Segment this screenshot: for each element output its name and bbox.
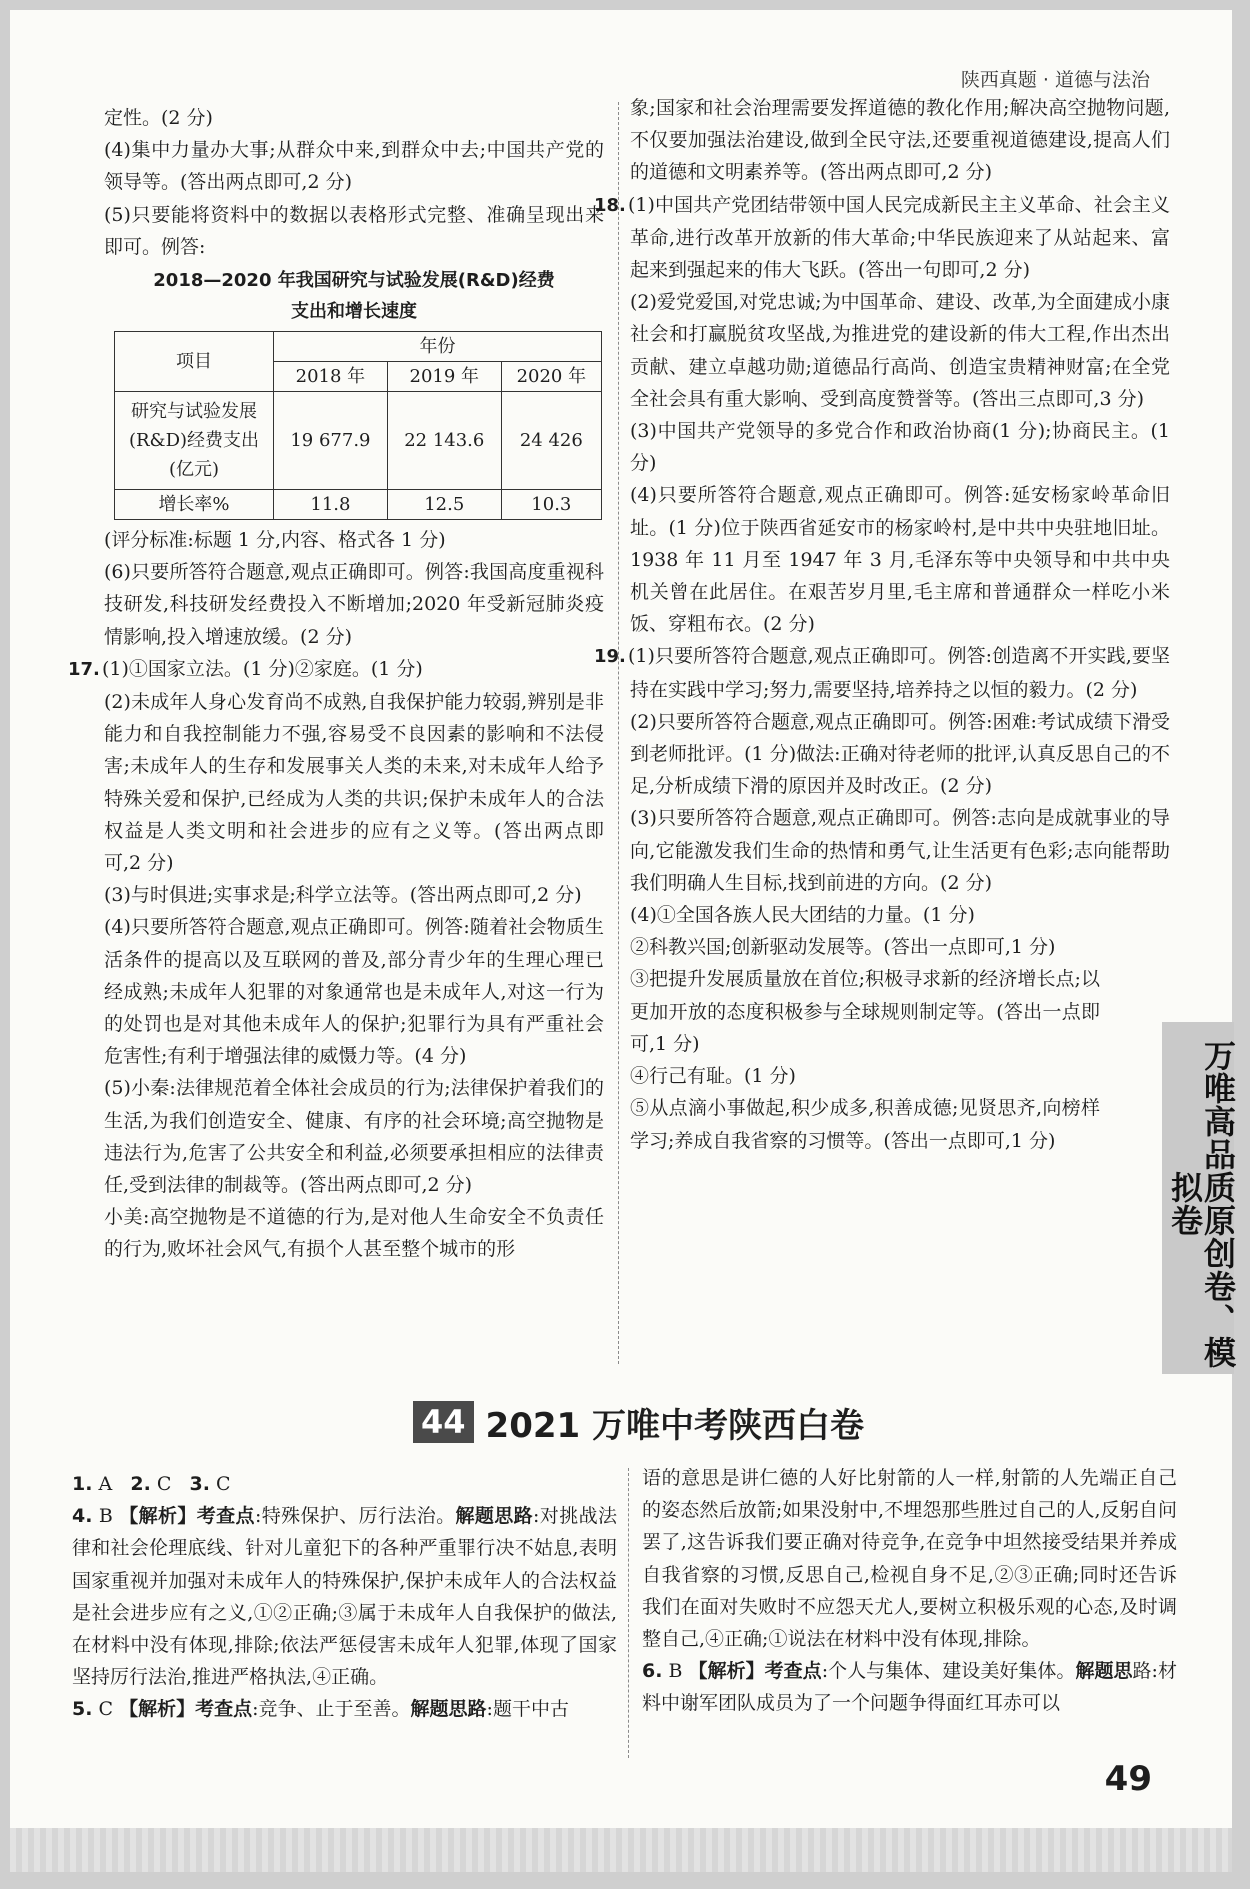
answer-line: (2)爱党爱国,对党忠诚;为中国革命、建设、改革,为全面建成小康社会和打赢脱贫攻坚战,为推进党的建设新的伟大工程,作出杰出贡献、建立卓越功勋;道德品行高尚、创造宝贵精神财富;在全党全社会具有重大影响、受到高度赞誉等。(答出三点即可,3 分) xyxy=(630,291,1170,410)
section-number-badge: 44 xyxy=(413,1401,474,1443)
question-number: 2. xyxy=(130,1473,151,1495)
answer-line: (3)中国共产党领导的多党合作和政治协商(1 分);协商民主。(1 分) xyxy=(630,420,1170,475)
answer-line: (评分标准:标题 1 分,内容、格式各 1 分) xyxy=(104,529,446,552)
q19-first xyxy=(594,640,1170,705)
solution-label: 解题思路 xyxy=(410,1698,487,1721)
table-title-line2: 支出和增长速度 xyxy=(291,301,417,323)
question-number: 5. xyxy=(72,1698,93,1721)
solution-label: 解题思路 xyxy=(455,1505,534,1528)
key-point-text: :特殊保护、厉行法治。 xyxy=(254,1505,456,1528)
q4-answer xyxy=(72,1500,617,1693)
answer-text: (1)中国共产党团结带领中国人民完成新民主主义革命、社会主义革命,进行改革开放新的伟大革命;中华民族迎来了从站起来、富起来到强起来的伟大飞跃。(答出一句即可,2 分) xyxy=(628,193,1170,282)
answers-1-3 xyxy=(72,1468,617,1500)
key-point-label: 考查点 xyxy=(764,1660,822,1683)
bottom-right-column xyxy=(642,1462,1177,1720)
bottom-left-column xyxy=(72,1468,617,1726)
analysis-tag: 【解析】 xyxy=(119,1505,197,1528)
answer-line: (4)集中力量办大事;从群众中来,到群众中去;中国共产党的领导等。(答出两点即可,2 分) xyxy=(104,139,604,194)
answer-choice: C xyxy=(156,1473,172,1495)
answer-line: (5)只要能将资料中的数据以表格形式完整、准确呈现出来即可。例答: xyxy=(104,203,604,258)
answer-text: (1)只要所答符合题意,观点正确即可。例答:创造离不开实践,要坚持在实践中学习;努力,需要坚持,培养持之以恒的毅力。(2 分) xyxy=(628,645,1170,701)
answer-choice: B xyxy=(98,1505,113,1528)
question-number: 1. xyxy=(72,1473,93,1495)
q5-answer xyxy=(72,1693,617,1725)
answer-line: 语的意思是讲仁德的人好比射箭的人一样,射箭的人先端正自己的姿态然后放箭;如果没射中,不埋怨那些胜过自己的人,反躬自问罢了,这告诉我们要正确对待竞争,在竞争中坦然接受结果并养成自我省察的习惯,反思自己,检视自身不足,②③正确;同时还告诉我们在面对失败时不应怨天尤人,要树立积极乐观的心态,及时调整自己,④正确;①说法在材料中没有体现,排除。 xyxy=(642,1467,1177,1651)
column-divider xyxy=(628,1468,629,1758)
question-number: 6. xyxy=(642,1660,663,1683)
running-header: 陕西真题 · 道德与法治 xyxy=(960,69,1150,91)
section-title-text: 2021 万唯中考陕西白卷 xyxy=(485,1405,864,1446)
answer-line: (6)只要所答符合题意,观点正确即可。例答:我国高度重视科技研发,科技研发经费投入不断增加;2020 年受新冠肺炎疫情影响,投入增速放缓。(2 分) xyxy=(104,561,604,648)
answer-line: (2)未成年人身心发育尚不成熟,自我保护能力较弱,辨别是非能力和自我控制能力不强,容易受不良因素的影响和不法侵害;未成年人的生存和发展事关人类的未来,对未成年人给予特殊关爱和保护,已经成为人类的共识;保护未成年人的合法权益是人类文明和社会进步的应有之义等。(答出两点即可,2 分) xyxy=(104,691,604,875)
answer-line: 象;国家和社会治理需要发挥道德的教化作用;解决高空抛物问题,不仅要加强法治建设,做到全民守法,还要重视道德建设,提高人们的道德和文明素养等。(答出两点即可,2 分) xyxy=(630,97,1170,184)
table-header-year: 年份 xyxy=(274,332,602,362)
answer-line: (3)与时俱进;实事求是;科学立法等。(答出两点即可,2 分) xyxy=(104,884,582,907)
page-bottom-border xyxy=(10,1828,1232,1872)
table-row-label: 研究与试验发展(R&D)经费支出(亿元) xyxy=(115,392,274,490)
analysis-tag: 【解析】 xyxy=(688,1660,765,1683)
page-number: 49 xyxy=(1104,1759,1152,1799)
solution-text: :对挑战法律和社会伦理底线、针对儿童犯下的各种严重罪行决不姑息,表明国家重视并加强对未成年人的特殊保护,保护未成年人的合法权益是社会进步应有之义,①②正确;③属于未成年人自我保护的做法,在材料中没有体现,排除;依法严惩侵害未成年人犯罪,体现了国家坚持厉行法治,推进严格执法,④正确。 xyxy=(72,1505,617,1689)
answer-line: ④行己有耻。(1 分) xyxy=(630,1065,796,1088)
exam-answer-page xyxy=(10,10,1237,1872)
q17-first xyxy=(68,653,604,686)
solution-label: 解题思 xyxy=(1075,1660,1133,1683)
q18-first xyxy=(594,189,1170,287)
table-title xyxy=(104,265,604,327)
question-number: 4. xyxy=(72,1505,93,1528)
left-column xyxy=(68,102,604,1266)
q6-answer xyxy=(642,1655,1177,1719)
question-number: 19. xyxy=(594,646,626,668)
table-cell: 10.3 xyxy=(501,490,601,520)
answer-line: 小美:高空抛物是不道德的行为,是对他人生命安全不负责任的行为,败坏社会风气,有损个人甚至整个城市的形 xyxy=(104,1206,604,1261)
answer-text: (1)①国家立法。(1 分)②家庭。(1 分) xyxy=(102,657,423,680)
question-number: 3. xyxy=(189,1473,210,1495)
table-year-cell: 2018 年 xyxy=(274,362,388,392)
answer-line: (4)只要所答符合题意,观点正确即可。例答:延安杨家岭革命旧址。(1 分)位于陕西省延安市的杨家岭村,是中共中央驻地旧址。1938 年 11 月至 1947 年 3 月,毛泽东等中央领导和中共中央机关曾在此居住。在艰苦岁月里,毛主席和普通群众一样吃小米饭、穿粗布衣。(2 分) xyxy=(630,484,1170,636)
section-heading xyxy=(413,1396,864,1448)
answer-line: (5)小秦:法律规范着全体社会成员的行为;法律保护着我们的生活,为我们创造安全、健康、有序的社会环境;高空抛物是违法行为,危害了公共安全和利益,必须要承担相应的法律责任,受到法律的制裁等。(答出两点即可,2 分) xyxy=(104,1077,604,1197)
answer-line: ②科教兴国;创新驱动发展等。(答出一点即可,1 分) xyxy=(630,936,1056,959)
table-header-item: 项目 xyxy=(115,332,274,392)
key-point-label: 考查点 xyxy=(196,1505,255,1528)
answer-choice: A xyxy=(98,1473,113,1495)
table-row-label: 增长率% xyxy=(115,490,274,520)
table-year-cell: 2020 年 xyxy=(501,362,601,392)
side-tab-label: 万唯高品质原创卷、模拟卷 xyxy=(1162,1022,1234,1374)
table-year-cell: 2019 年 xyxy=(387,362,501,392)
solution-text: :题干中古 xyxy=(486,1698,569,1721)
answer-line: ⑤从点滴小事做起,积少成多,积善成德;见贤思齐,向榜样学习;养成自我省察的习惯等。(答出一点即可,1 分) xyxy=(630,1097,1100,1152)
key-point-text: :竞争、止于至善。 xyxy=(252,1698,411,1721)
answer-choice: C xyxy=(98,1698,114,1721)
answer-line: (3)只要所答符合题意,观点正确即可。例答:志向是成就事业的导向,它能激发我们生命的热情和勇气,让生活更有色彩;志向能帮助我们明确人生目标,找到前进的方向。(2 分) xyxy=(630,807,1170,894)
answer-choice: B xyxy=(668,1660,683,1683)
table-cell: 11.8 xyxy=(274,490,388,520)
question-number: 18. xyxy=(594,194,626,216)
table-cell: 24 426 xyxy=(501,392,601,490)
table-cell: 19 677.9 xyxy=(274,392,388,490)
solution-text: 路:材料中谢军团队成员为了一个问题争得面红耳赤可以 xyxy=(642,1660,1177,1715)
table-title-line1: 2018—2020 年我国研究与试验发展(R&D)经费 xyxy=(153,270,555,292)
analysis-tag: 【解析】 xyxy=(119,1698,196,1721)
answer-line: (2)只要所答符合题意,观点正确即可。例答:困难:考试成绩下滑受到老师批评。(1 分)做法:正确对待老师的批评,认真反思自己的不足,分析成绩下滑的原因并及时改正。(2 分) xyxy=(630,710,1170,798)
table-cell: 22 143.6 xyxy=(387,392,501,490)
answer-line: ③把提升发展质量放在首位;积极寻求新的经济增长点;以更加开放的态度积极参与全球规则制定等。(答出一点即可,1 分) xyxy=(630,968,1100,1055)
answer-line: 定性。(2 分) xyxy=(104,107,213,129)
key-point-label: 考查点 xyxy=(195,1698,253,1721)
table-cell: 12.5 xyxy=(387,490,501,520)
right-column xyxy=(594,92,1170,1157)
key-point-text: :个人与集体、建设美好集体。 xyxy=(821,1660,1076,1683)
question-number: 17. xyxy=(68,658,100,680)
answer-line: (4)①全国各族人民大团结的力量。(1 分) xyxy=(630,904,975,927)
answer-line: (4)只要所答符合题意,观点正确即可。例答:随着社会物质生活条件的提高以及互联网的普及,部分青少年的生理心理已经成熟;未成年人犯罪的对象通常也是未成年人,对这一行为的处罚也是对其他未成年人的保护;犯罪行为具有严重社会危害性;有利于增强法律的威慑力等。(4 分) xyxy=(104,916,604,1068)
rd-expenditure-table xyxy=(114,331,602,520)
column-divider xyxy=(618,102,619,1364)
answer-choice: C xyxy=(216,1473,231,1495)
